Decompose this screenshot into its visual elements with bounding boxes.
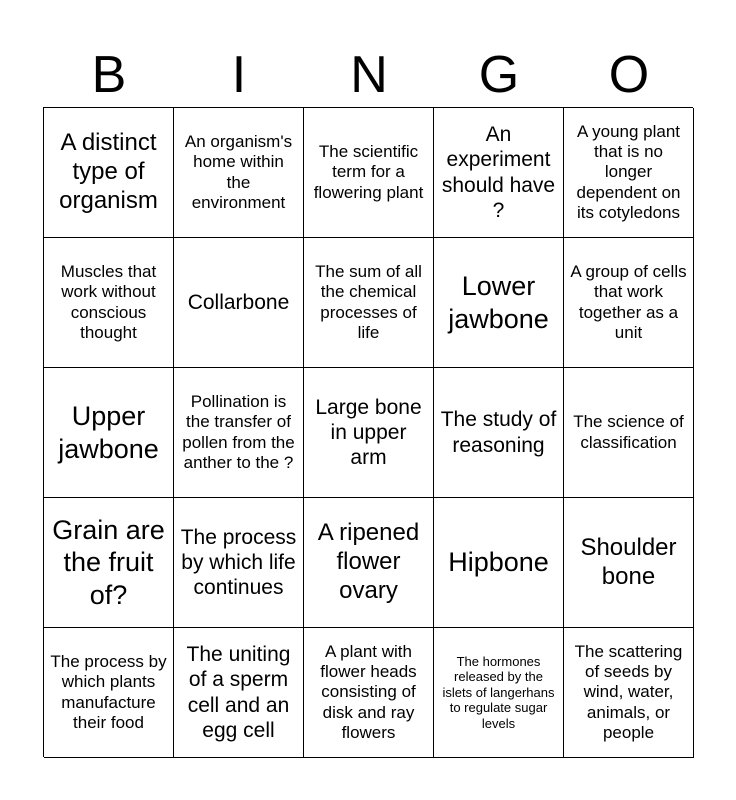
header-letter-b: B	[91, 46, 127, 104]
bingo-header	[44, 44, 694, 106]
bingo-cell[interactable]: The science of classification	[564, 368, 694, 498]
bingo-cell[interactable]: The study of reasoning	[434, 368, 564, 498]
bingo-cell[interactable]: The sum of all the chemical processes of life	[304, 238, 434, 368]
header-letter-n: N	[350, 46, 388, 104]
bingo-cell[interactable]: An organism's home within the environment	[174, 108, 304, 238]
bingo-cell[interactable]: Upper jawbone	[44, 368, 174, 498]
bingo-cell[interactable]: The uniting of a sperm cell and an egg cell	[174, 628, 304, 758]
bingo-cell[interactable]: Grain are the fruit of?	[44, 498, 174, 628]
bingo-card-grid	[43, 107, 693, 757]
bingo-cell[interactable]: Large bone in upper arm	[304, 368, 434, 498]
bingo-cell[interactable]: A group of cells that work together as a unit	[564, 238, 694, 368]
bingo-cell[interactable]: Pollination is the transfer of pollen from the anther to the ?	[174, 368, 304, 498]
bingo-cell[interactable]: The process by which plants manufacture their food	[44, 628, 174, 758]
bingo-cell[interactable]: An experiment should have ?	[434, 108, 564, 238]
bingo-cell[interactable]: A ripened flower ovary	[304, 498, 434, 628]
bingo-cell[interactable]: Muscles that work without conscious thought	[44, 238, 174, 368]
header-letter-g: G	[478, 46, 520, 104]
header-letter-i: I	[231, 46, 247, 104]
bingo-cell[interactable]: Lower jawbone	[434, 238, 564, 368]
header-letter-o: O	[608, 46, 650, 104]
bingo-cell[interactable]: Shoulder bone	[564, 498, 694, 628]
bingo-cell[interactable]: The process by which life continues	[174, 498, 304, 628]
bingo-cell[interactable]: A distinct type of organism	[44, 108, 174, 238]
bingo-cell[interactable]: Hipbone	[434, 498, 564, 628]
bingo-cell[interactable]: The scientific term for a flowering plant	[304, 108, 434, 238]
bingo-cell[interactable]: Collarbone	[174, 238, 304, 368]
bingo-cell[interactable]: A plant with flower heads consisting of disk and ray flowers	[304, 628, 434, 758]
bingo-cell[interactable]: A young plant that is no longer dependent on its cotyledons	[564, 108, 694, 238]
bingo-cell[interactable]: The hormones released by the islets of langerhans to regulate sugar levels	[434, 628, 564, 758]
bingo-cell[interactable]: The scattering of seeds by wind, water, animals, or people	[564, 628, 694, 758]
